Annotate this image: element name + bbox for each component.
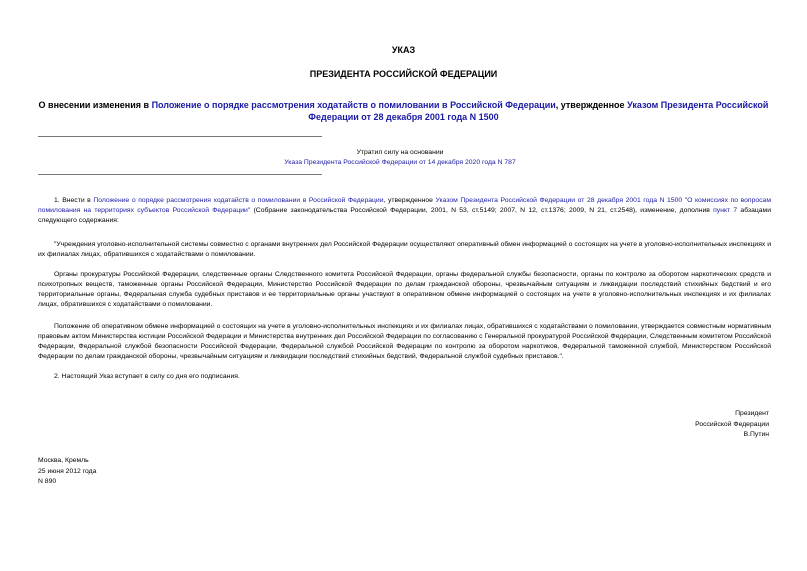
paragraph-3 xyxy=(38,270,771,310)
date: 25 июня 2012 года xyxy=(38,467,97,475)
p1-start: 1. Внести в xyxy=(54,197,94,204)
title-link-regulation[interactable]: Положение о порядке рассмотрения ходатайств о помиловании в Российской Федерации xyxy=(151,100,556,110)
title-prefix: О внесении изменения в xyxy=(38,100,152,110)
p1-link-decree[interactable]: Указом Президента Российской Федерации от 28 декабря 2001 года N 1500 "О комиссиях по вопросам помилования на территориях субъектов Российской Федерации" xyxy=(38,197,771,214)
paragraph-5 xyxy=(38,372,771,382)
p1-link-regulation[interactable]: Положение о порядке рассмотрения ходатайств о помиловании в Российской Федерации xyxy=(93,197,384,204)
signature-country: Российской Федерации xyxy=(695,420,769,428)
signature-block xyxy=(695,409,769,441)
p1-mid2: (Собрание законодательства Российской Федерации, 2001, N 53, ст.5149; 2007, N 12, ст.1376; 2009, N 21, ст.2548), изменение, дополнив xyxy=(250,207,714,214)
document-number: N 890 xyxy=(38,478,57,485)
p3-text: Органы прокуратуры Российской Федерации, следственные органы Следственного комитета Российской Федерации, органы федеральной службы безопасности, органы по контролю за оборотом наркотических средств и психотропных веществ, таможенные органы Российской Федерации, Министерство Российской Федерации по делам гражданской обороны, чрезвычайным ситуациям и ликвидации последствий стихийных бедствий и его территориальные органы, Федеральная служба судебных приставов и ее территориальные органы участвуют в оперативном обмене информацией о состоящих на учете в уголовно-исполнительных инспекциях и их филиалах лицах, обратившихся с ходатайствами о помиловании. xyxy=(38,271,771,308)
signature-name: В.Путин xyxy=(743,431,769,438)
status-note-text: Утратил силу на основании xyxy=(356,149,444,156)
title-link-decree[interactable]: Указом Президента Российской Федерации от 28 декабря 2001 года N 1500 xyxy=(308,100,769,122)
status-note-link[interactable]: Указа Президента Российской Федерации от 14 декабря 2020 года N 787 xyxy=(284,159,516,166)
issuer-heading: ПРЕЗИДЕНТА РОССИЙСКОЙ ФЕДЕРАЦИИ xyxy=(309,69,498,79)
p4-text: Положение об оперативном обмене информацией о состоящих на учете в уголовно-исполнительных инспекциях и их филиалах лицах, обратившихся с ходатайствами о помиловании, утверждается совместным нормативным правовым актом Министерства юстиции Российской Федерации и Министерства внутренних дел Российской Федерации по согласованию с Генеральной прокуратурой Российской Федерации, Следственным комитетом Российской Федерации, Федеральной службой безопасности Российской Федерации, Федеральной службой Российской Федерации по контролю за оборотом наркотиков, Федеральной таможенной службой, Министерством Российской Федерации по делам гражданской обороны, чрезвычайным ситуациям и ликвидации последствий стихийных бедствий, Федеральной службой судебных приставов.". xyxy=(38,323,771,360)
paragraph-2 xyxy=(38,240,771,260)
status-note xyxy=(250,148,550,168)
signature-title: Президент xyxy=(735,410,769,417)
paragraph-4 xyxy=(38,322,771,362)
document-title xyxy=(36,99,771,123)
p1-end: абзацами следующего содержания: xyxy=(38,207,771,224)
place: Москва, Кремль xyxy=(38,457,89,464)
title-middle: , утвержденное xyxy=(555,100,628,110)
p1-mid1: , утвержденное xyxy=(383,197,436,204)
p5-text: 2. Настоящий Указ вступает в силу со дня его подписания. xyxy=(54,373,240,380)
divider-bottom xyxy=(38,174,322,175)
p1-link-point7[interactable]: пункт 7 xyxy=(713,207,738,214)
place-date-block xyxy=(38,456,96,488)
p2-text: "Учреждения уголовно-исполнительной системы совместно с органами внутренних дел Российской Федерации осуществляют оперативный обмен информацией о состоящих на учете в уголовно-исполнительных инспекциях и их филиалах лицах, обратившихся с ходатайствами о помиловании. xyxy=(38,241,771,258)
paragraph-1 xyxy=(38,196,771,226)
divider-top xyxy=(38,136,322,137)
doc-type-heading: УКАЗ xyxy=(391,45,416,55)
